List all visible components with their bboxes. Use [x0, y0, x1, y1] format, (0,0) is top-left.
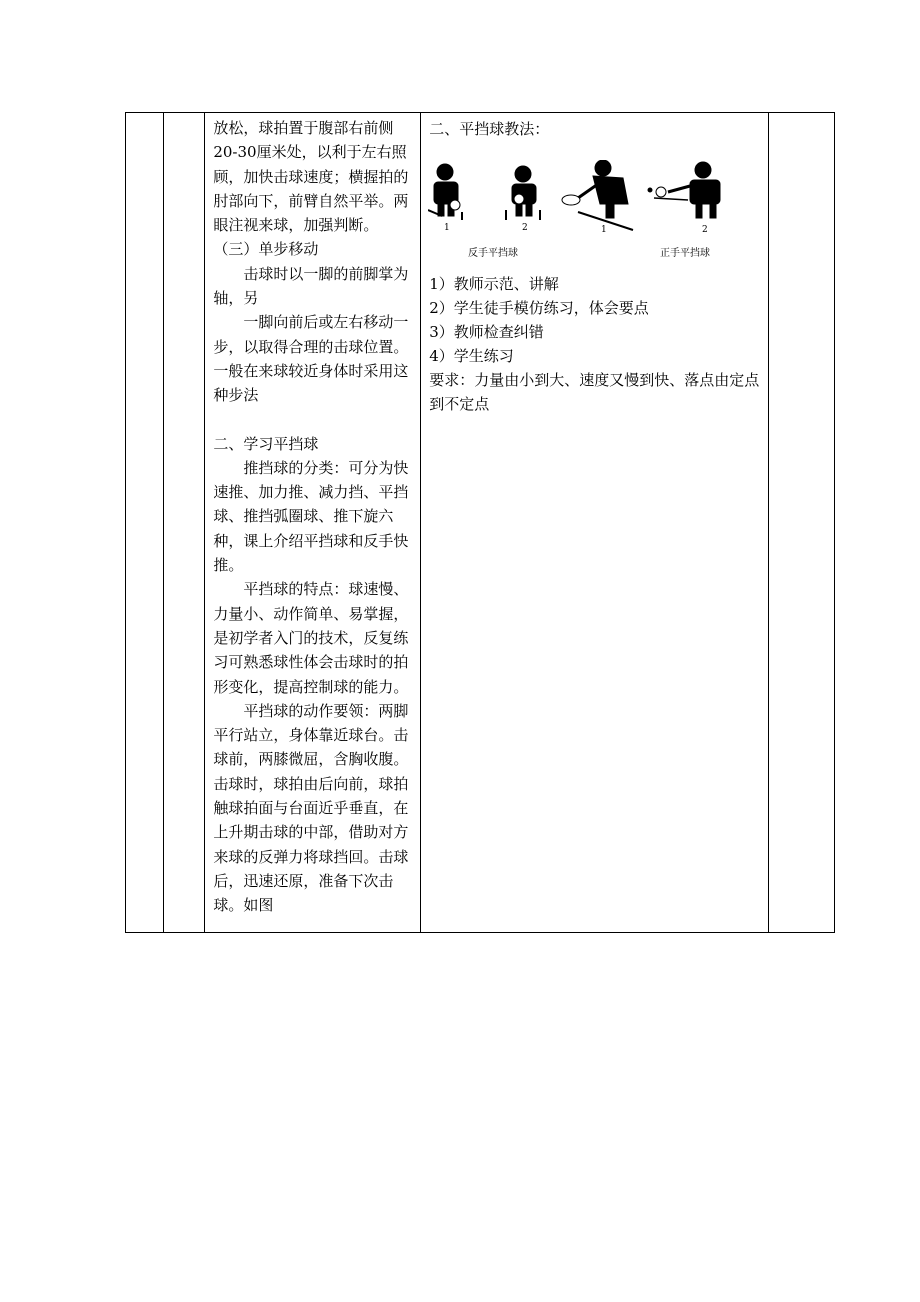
step-3: 3）教师检查纠错: [429, 323, 544, 341]
player-figure-1: [428, 164, 462, 220]
step-1: 1）教师示范、讲解: [429, 275, 559, 293]
requirements: 要求：力量由小到大、速度又慢到快、落点由定点到不定点: [429, 371, 760, 413]
paragraph-technique: 平挡球的动作要领：两脚平行站立，身体靠近球台。击球前，两膝微屈，含胸收腹。击球时，球拍由后向前，球拍触球拍面与台面近乎垂直，在上升期击球的中部，借助对方来球的反弹力将球挡回。击球后，迅速还原，准备下次击球。如图: [213, 701, 409, 915]
caption-forehand: 正手平挡球: [660, 248, 711, 259]
figure-number-2: 2: [522, 223, 528, 233]
empty-cell-1: [126, 113, 164, 933]
paragraph-relax: 放松，球拍置于腹部右前侧20-30厘米处，以利于左右照顾，加快击球速度；横握拍的肘部向下，前臂自然平举。两眼注视来球，加强判断。: [213, 119, 409, 235]
player-figure-4: [648, 162, 720, 218]
block-shot-illustration: [428, 160, 753, 262]
lesson-table: [125, 112, 835, 933]
paragraph-pivot: 击球时以一脚的前脚掌为轴，另: [213, 264, 409, 308]
paragraph-step: 一脚向前后或左右移动一步，以取得合理的击球位置。一般在来球较近身体时采用这种步法: [213, 313, 409, 405]
figure-number-3: 1: [601, 225, 607, 235]
lesson-content-cell: [205, 113, 421, 933]
step-4: 4）学生练习: [429, 347, 514, 365]
paragraph-classification: 推挡球的分类：可分为快速推、加力推、减力挡、平挡球、推挡弧圈球、推下旋六种，课上介绍平挡球和反手快推。: [213, 458, 409, 575]
figure-number-4: 2: [702, 225, 708, 235]
empty-cell-5: [768, 113, 834, 933]
caption-backhand: 反手平挡球: [468, 248, 519, 259]
teaching-method-cell: [421, 113, 768, 933]
heading-block-shot: 二、学习平挡球: [213, 434, 319, 453]
paragraph-features: 平挡球的特点：球速慢、力量小、动作简单、易掌握，是初学者入门的技术，反复练习可熟悉球性体会击球时的拍形变化，提高控制球的能力。: [213, 580, 409, 696]
step-2: 2）学生徒手模仿练习，体会要点: [429, 299, 649, 317]
figure-number-1: 1: [444, 223, 450, 233]
player-figure-3: [562, 160, 633, 230]
method-title: 二、平挡球教法：: [429, 120, 550, 138]
player-figure-2: [506, 166, 540, 220]
heading-single-step: （三）单步移动: [213, 240, 319, 259]
empty-cell-2: [164, 113, 205, 933]
